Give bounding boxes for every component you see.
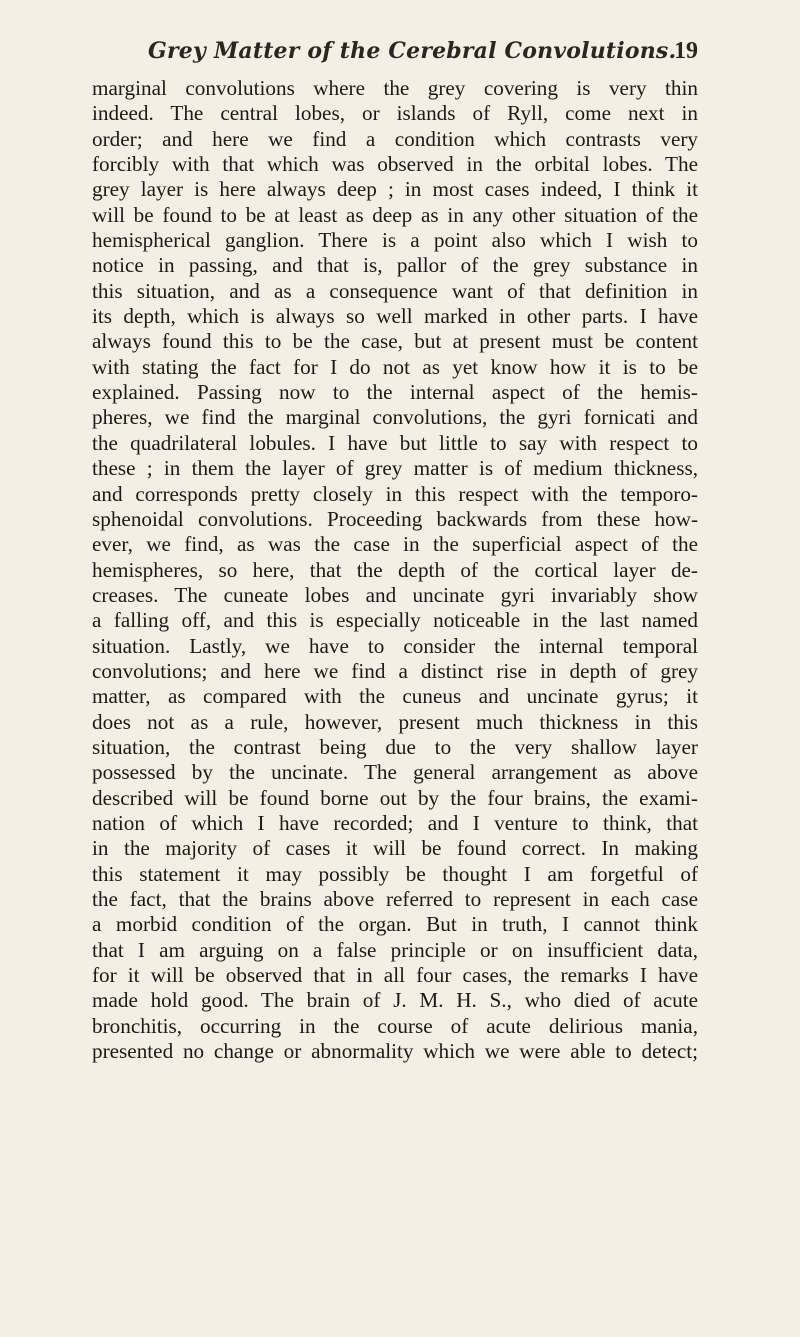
text-line: presented no change or abnormality which we were able to detect; xyxy=(92,1039,698,1064)
body-text xyxy=(92,76,698,1064)
text-line: situation, the contrast being due to the very shallow layer xyxy=(92,734,698,759)
text-line: forcibly with that which was observed in the orbital lobes. The xyxy=(92,152,698,177)
text-line: made hold good. The brain of J. M. H. S., who died of acute xyxy=(92,988,698,1013)
text-line: situation. Lastly, we have to consider the internal temporal xyxy=(92,633,698,658)
text-line: with stating the fact for I do not as yet know how it is to be xyxy=(92,354,698,379)
text-line: that I am arguing on a false principle or on insufficient data, xyxy=(92,937,698,962)
text-line: pheres, we find the marginal convolutions, the gyri fornicati and xyxy=(92,405,698,430)
page-number: 19 xyxy=(674,38,698,64)
text-line: the fact, that the brains above referred to represent in each case xyxy=(92,887,698,911)
text-line: convolutions; and here we find a distinct rise in depth of grey xyxy=(92,658,698,683)
text-line: hemispheres, so here, that the depth of the cortical layer de- xyxy=(92,557,698,582)
text-line: will be found to be at least as deep as in any other situation of the xyxy=(92,202,698,227)
text-line: order; and here we find a condition which contrasts very xyxy=(92,126,698,151)
text-line: marginal convolutions where the grey covering is very thin xyxy=(92,76,698,100)
text-line: these ; in them the layer of grey matter is of medium thickness, xyxy=(92,456,698,481)
text-line: a morbid condition of the organ. But in truth, I cannot think xyxy=(92,912,698,937)
text-line: and corresponds pretty closely in this respect with the temporo- xyxy=(92,481,698,506)
text-line: bronchitis, occurring in the course of acute delirious mania, xyxy=(92,1013,698,1038)
text-line: always found this to be the case, but at present must be content xyxy=(92,329,698,354)
running-title: Grey Matter of the Cerebral Convolutions. xyxy=(148,38,677,64)
text-line: does not as a rule, however, present much thickness in this xyxy=(92,709,698,734)
text-line: matter, as compared with the cuneus and uncinate gyrus; it xyxy=(92,684,698,709)
text-line: this situation, and as a consequence want of that definition in xyxy=(92,278,698,303)
text-line: creases. The cuneate lobes and uncinate gyri invariably show xyxy=(92,582,698,607)
text-line: this statement it may possibly be thought I am forgetful of xyxy=(92,861,698,886)
page-header xyxy=(0,38,800,72)
text-line: in the majority of cases it will be found correct. In making xyxy=(92,836,698,861)
text-line: a falling off, and this is especially noticeable in the last named xyxy=(92,608,698,633)
text-line: described will be found borne out by the four brains, the exami- xyxy=(92,785,698,810)
text-line: sphenoidal convolutions. Proceeding backwards from these how- xyxy=(92,506,698,531)
text-line: grey layer is here always deep ; in most cases indeed, I think it xyxy=(92,177,698,202)
text-line: for it will be observed that in all four cases, the remarks I have xyxy=(92,963,698,988)
text-line: ever, we find, as was the case in the superficial aspect of the xyxy=(92,532,698,557)
text-line: the quadrilateral lobules. I have but little to say with respect to xyxy=(92,430,698,455)
text-line: explained. Passing now to the internal aspect of the hemis- xyxy=(92,380,698,405)
text-line: possessed by the uncinate. The general arrangement as above xyxy=(92,760,698,785)
text-line: nation of which I have recorded; and I venture to think, that xyxy=(92,810,698,835)
text-line: indeed. The central lobes, or islands of Ryll, come next in xyxy=(92,101,698,126)
text-line: hemispherical ganglion. There is a point also which I wish to xyxy=(92,228,698,253)
text-line: its depth, which is always so well marked in other parts. I have xyxy=(92,304,698,329)
text-line: notice in passing, and that is, pallor of the grey substance in xyxy=(92,253,698,278)
